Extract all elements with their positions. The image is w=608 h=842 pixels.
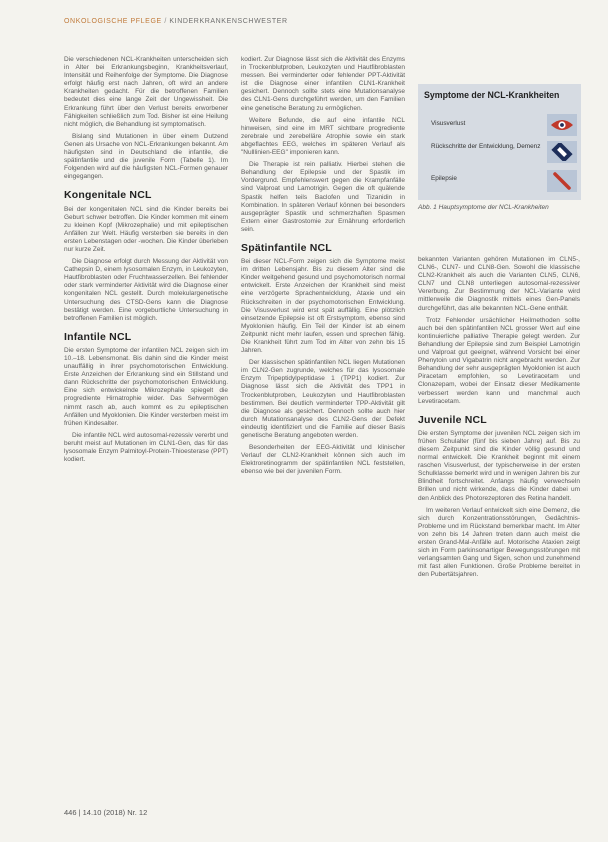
heading-kongenitale-ncl: Kongenitale NCL [64,189,152,202]
paragraph: Der klassischen spätinfantilen NCL liegen Mutationen im CLN2-Gen zugrunde, welches für das lysosomale Enzym Tripeptidylpeptidase 1 (TPP1) kodiert. Zur Diagnose lässt sich die Aktivität des TPP1 in Trockenblutproben, Leukozyten und Hautfibroblasten bestimmen. Bei deutlich verminderter TPP-Aktivität gilt die Diagnose als gesichert. Dennoch sollte auch hier durch Mutationsanalyse des CLN2-Gens der Defekt eindeutig identifiziert und die Familie auf dieser Basis genetische Beratung angeboten werden. [241,359,405,440]
symptom-box-title: Symptome der NCL-Krankheiten [424,90,560,100]
paragraph: Weitere Befunde, die auf eine infantile NCL hinweisen, sind eine im MRT sichtbare progrediente zerebrale und zerebelläre Atrophie sowie ein stark abgeflachtes EEG, welches im späteren Verlauf als "Nulllinien-EEG" imponieren kann. [241,116,405,157]
paragraph: Trotz Fehlender ursächlicher Heilmethoden sollte auch bei den spätinfantilen NCL grosser Wert auf eine kontinuierliche palliative Therapie gelegt werden. Zur Behandlung der Epilepsie sind zum Beispiel Lamotrigin und Valproat gut geeignet, während Vorsicht bei einer Phenytoin und Vigabatrin nicht angebracht werden. Zur Behandlung der sehr ausgeprägten Myoklonien ist auch Piracetam empfohlen, so Levetiracetam und Clonazepam, wobei der Einsatz dieser Medikamente verbessert werden kann und manchmal auch Levetiracetam. [418,316,580,405]
lightning-icon [547,170,577,192]
paragraph: Die infantile NCL wird autosomal-rezessiv vererbt und beruht meist auf Mutationen im CLN1-Gen, das für das lysosomale Enzym Palmitoyl-Protein-Thioesterase (PPT) kodiert. [64,431,228,464]
heading-juvenile-ncl: Juvenile NCL [418,413,487,426]
heading-infantile-ncl: Infantile NCL [64,330,132,343]
text-column-1 [64,56,228,468]
text-column-3 [418,256,580,583]
symptom-box [418,84,581,200]
running-head-section: KINDERKRANKENSCHWESTER [169,18,288,25]
page-footer: 446 | 14.10 (2018) Nr. 12 [64,808,148,817]
figure-caption: Abb. 1 Hauptsymptome der NCL-Krankheiten [418,204,549,211]
running-head-separator: / [164,18,167,25]
paragraph: Die Therapie ist rein palliativ. Hierbei stehen die Behandlung der Epilepsie und der Spastik im Vordergrund. Empfehlenswert gegen die Krampfanfälle sind Valproat und Lamotrigin. Gegen die oft quälende Spastik helfen teils Baclofen und Tizanidin in Kombination. In späteren Verlauf können bei besonders ausgeprägter Spastik und schmerzhaften Spasmen Extern einer Gastrostomie zur Ernährung erforderlich sein. [241,161,405,233]
text-column-2 [241,56,405,481]
eye-icon [547,114,577,136]
paragraph: Die Diagnose erfolgt durch Messung der Aktivität von Cathepsin D, einem lysosomalen Enzym, in Leukozyten, Hautfibroblasten oder Fruchtwasserzellen. Bei fehlender oder stark verminderter Aktivität wird die Diagnose einer kongenitalen NCL gestellt. Durch molekulargenetische Untersuchung des CTSD-Gens kann die Diagnose bestätigt werden. Eine vorgeburtliche Untersuchung in betroffenen Familien ist möglich. [64,258,228,322]
paragraph: Die ersten Symptome der juvenilen NCL zeigen sich im frühen Schulalter (fünf bis sieben Jahre) auf. Bis zu diesem Zeitpunkt sind die Kinder völlig gesund und normal entwickelt. Die Krankheit beginnt mit einem raschen Visusverlust, der typischerweise in der ersten Schulklasse bemerkt wird und in wenigen Jahren bis zur Blindheit fortschreitet. Anfangs häufig verwechseln Brillen und nicht wirkende, dass die Kinder dabei um den Anblick des Photorezeptoren des Retina handelt. [418,429,580,502]
paragraph: Bislang sind Mutationen in über einem Dutzend Genen als Ursache von NCL-Erkrankungen bekannt. Am häufigsten sind in Deutschland die infantile, die spätinfantile und die juvenile Form (Tabelle 1). Im Folgenden wird auf die häufigsten NCL-Formen genauer eingegangen. [64,132,228,181]
running-head [64,18,288,25]
heading-spaetinfantile-ncl: Spätinfantile NCL [241,241,332,254]
paragraph: Die ersten Symptome der infantilen NCL zeigen sich im 10.–18. Lebensmonat. Bis dahin sind die Kinder meist unauffällig in ihrer psychomotorischen Entwicklung. Erste Anzeichen der Erkrankung sind ein Stillstand und dann Rückschritte der psychomotorischen Entwicklung. Eine sich entwickelnde Mikrozephalie spiegelt die progrediente Hirnatrophie wider. Das Sehvermögen nimmt rasch ab, auch kommt es zu epileptischen Anfällen und Myoklonien. Die Kinder versterben meist im frühen Kindesalter. [64,346,228,427]
brain-icon [547,141,577,163]
symptom-label: Epilepsie [431,175,457,182]
symptom-label: Rückschritte der Entwicklung, Demenz [431,143,541,150]
paragraph: kodiert. Zur Diagnose lässt sich die Aktivität des Enzyms in Trockenblutproben, Leukozyten und Hautfibroblasten messen. Bei verminderter oder fehlender PPT-Aktivität ist die Diagnose einer infantilen CLN1-Krankheit gesichert. Dennoch sollte stets eine Mutationsanalyse des CLN1-Gens durchgeführt werden, um den Familien eine genetische Beratung zu ermöglichen. [241,56,405,112]
paragraph: Besonderheiten der EEG-Aktivität und klinischer Verlauf der CLN2-Krankheit können sich auch im Elektroretinogramm der spätinfantilen NCL feststellen, ebenso wie bei der juvenilen Form. [241,444,405,476]
paragraph: Die verschiedenen NCL-Krankheiten unterscheiden sich in Alter bei Erkrankungsbeginn, Krankheitsverlauf, Intensität und Reihenfolge der Symptome. Die Diagnose erfolgt häufig erst nach Jahren, oft wird an andere Krankheiten gedacht. Für die betroffenen Familien bedeutet dies eine lange Zeit der Ungewissheit. Die Erkrankung führt über den Verlust bereits erworbener Fähigkeiten schließlich zum Tod. Bisher ist eine Heilung nicht möglich, die Behandlung ist symptomatisch. [64,56,228,128]
paragraph: Im weiteren Verlauf entwickelt sich eine Demenz, die sich durch Konzentrationsstörungen, Gedächtnis-Probleme und im Rückstand bemerkbar macht. Im Alter von zehn bis 14 Jahren treten dann auch meist die ersten Grand-Mal-Anfälle auf. Motorische Ataxien zeigt sich im Form parkinsonartiger Bewegungsstörungen mit verlangsamten Gang und Sigen, schon und zunehmend mit fast allen Funktionen. Große Probleme bereitet in den Pubertätsjahren. [418,506,580,579]
paragraph: Bei der kongenitalen NCL sind die Kinder bereits bei Geburt schwer betroffen. Die Kinder kommen mit einem zu kleinen Kopf (Mikrozephalie) und mit epileptischen Anfällen zur Welt. Häufig versterben sie bereits in den ersten Lebenstagen oder -wochen. Die Kinder überleben nur kurze Zeit. [64,205,228,253]
running-head-category: ONKOLOGISCHE PFLEGE [64,18,162,25]
paragraph: Bei dieser NCL-Form zeigen sich die Symptome meist im dritten Lebensjahr. Bis zu diesem Alter sind die Kinder weitgehend gesund und psychomotorisch normal entwickelt. Erste Anzeichen der Krankheit sind meist eine verzögerte Sprachentwicklung, Ataxie und ein Rückschreiten in der psychomotorischen Entwicklung. Die Visusverlust wird erst spät auffällig. Eine plötzlich einsetzende Epilepsie ist oft Erstsymptom, ebenso sind Myoklonien häufig. Ein Teil der Kinder ist ab einem Zeitpunkt nicht mehr laufen, essen und sprechen fähig. Die Krankheit führt zum Tod im Alter von zehn bis 15 Jahren. [241,258,405,355]
symptom-label: Visusverlust [431,120,466,127]
paragraph: bekannten Varianten gehören Mutationen im CLN5-, CLN6-, CLN7- und CLN8-Gen. Sowohl die klassische CLN2-Krankheit als auch die Varianten CLN5, CLN6, CLN7 und CLN8 unterliegen autosomal-rezessiver Vererbung. Zur Bestimmung der NCL-Variante wird mittlerweile die Diagnostik mittels eines Gen-Panels durchgeführt, das alle bekannten NCL-Gene enthält. [418,256,580,312]
